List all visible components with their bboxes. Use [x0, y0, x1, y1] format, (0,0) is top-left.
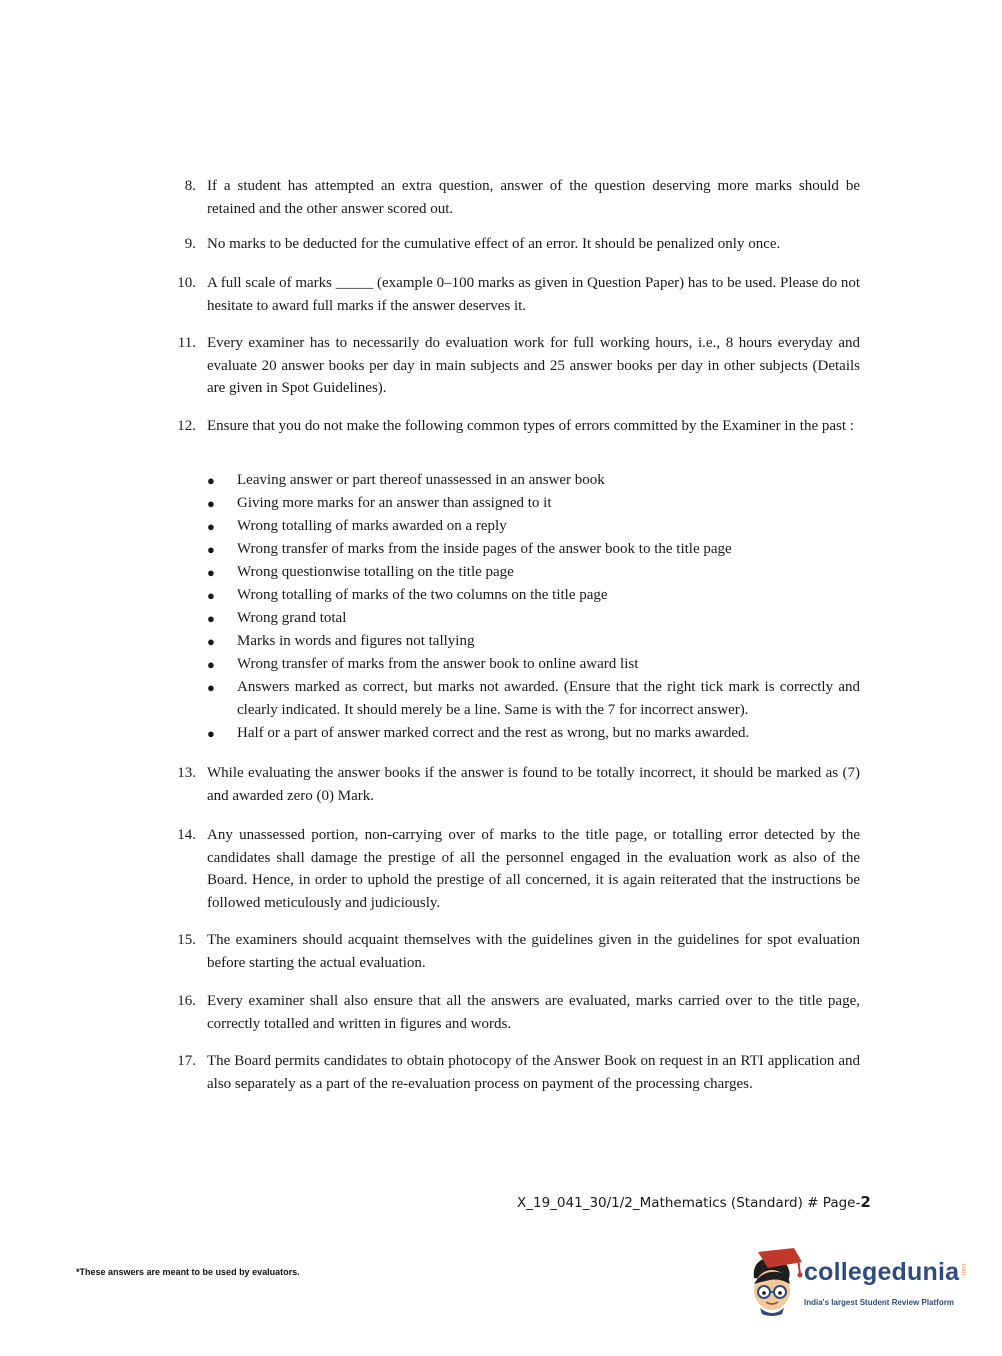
item-text: Any unassessed portion, non-carrying over of marks to the title page, or totalling error detected by the candidates shall damage the prestige of all the personnel engaged in the evaluation work as also of the Board. Hence, in order to uphold the prestige of all concerned, it is again reiterated that the instructions be followed meticulously and judiciously. [207, 827, 860, 911]
item-number: 13. [177, 765, 196, 781]
mascot-icon [742, 1248, 804, 1318]
error-types-list [207, 469, 860, 745]
list-item: ● Wrong questionwise totalling on the title page [207, 561, 860, 584]
bullet-icon: ● [207, 473, 215, 488]
item-number: 8. [184, 178, 196, 194]
list-item: ● Marks in words and figures not tallying [207, 630, 860, 653]
item-text: While evaluating the answer books if the answer is found to be totally incorrect, it should be marked as (7) and awarded zero (0) Mark. [207, 765, 860, 804]
bullet-icon: ● [207, 611, 215, 626]
logo-domain: .com [960, 1262, 966, 1276]
item-text: Every examiner has to necessarily do evaluation work for full working hours, i.e., 8 hours everyday and evaluate 20 answer books per day in main subjects and 25 answer books per day in other subjects (Details are given in Spot Guidelines). [207, 335, 860, 396]
item-text: If a student has attempted an extra question, answer of the question deserving more marks should be retained and the other answer scored out. [207, 178, 860, 217]
item-text: No marks to be deducted for the cumulative effect of an error. It should be penalized only once. [207, 236, 781, 252]
bullet-icon: ● [207, 726, 215, 741]
item-number: 12. [177, 418, 196, 434]
item-number: 9. [184, 236, 196, 252]
bullet-icon: ● [207, 657, 215, 672]
list-item: ● Wrong totalling of marks awarded on a reply [207, 515, 860, 538]
list-item: ● Leaving answer or part thereof unassessed in an answer book [207, 469, 860, 492]
paper-code: X_19_041_30/1/2_Mathematics (Standard) # Page- [517, 1195, 861, 1211]
bullet-icon: ● [207, 680, 215, 695]
list-item: ● Wrong transfer of marks from the inside pages of the answer book to the title page [207, 538, 860, 561]
page-number: 2 [860, 1193, 871, 1211]
list-item: ● Giving more marks for an answer than assigned to it [207, 492, 860, 515]
list-item: ● Answers marked as correct, but marks not awarded. (Ensure that the right tick mark is correctly and clearly indicated. It should merely be a line. Same is with the 7 for incorrect answer). [207, 676, 860, 722]
list-item: ● Half or a part of answer marked correct and the rest as wrong, but no marks awarded. [207, 722, 860, 745]
bullet-icon: ● [207, 519, 215, 534]
item-text: The Board permits candidates to obtain photocopy of the Answer Book on request in an RTI application and also separately as a part of the re-evaluation process on payment of the processing charges. [207, 1053, 860, 1092]
item-text: Ensure that you do not make the following common types of errors committed by the Examiner in the past : [207, 418, 854, 434]
item-number: 15. [177, 932, 196, 948]
list-item: ● Wrong transfer of marks from the answer book to online award list [207, 653, 860, 676]
item-number: 10. [177, 275, 196, 291]
bullet-icon: ● [207, 496, 215, 511]
bullet-icon: ● [207, 634, 215, 649]
collegedunia-logo [742, 1248, 970, 1318]
evaluator-note: *These answers are meant to be used by evaluators. [76, 1267, 300, 1277]
page-reference [517, 1193, 871, 1211]
item-number: 11. [177, 335, 196, 351]
bullet-icon: ● [207, 565, 215, 580]
item-text: Every examiner shall also ensure that all the answers are evaluated, marks carried over to the title page, correctly totalled and written in figures and words. [207, 993, 860, 1032]
list-item: ● Wrong grand total [207, 607, 860, 630]
list-item: ● Wrong totalling of marks of the two columns on the title page [207, 584, 860, 607]
bullet-icon: ● [207, 542, 215, 557]
item-number: 17. [177, 1053, 196, 1069]
item-text: A full scale of marks _____ (example 0–100 marks as given in Question Paper) has to be used. Please do not hesitate to award full marks if the answer deserves it. [207, 275, 860, 314]
bullet-icon: ● [207, 588, 215, 603]
item-number: 14. [177, 827, 196, 843]
logo-wordmark: collegedunia [804, 1258, 960, 1286]
logo-tagline: India's largest Student Review Platform [804, 1298, 954, 1307]
item-number: 16. [177, 993, 196, 1009]
item-text: The examiners should acquaint themselves with the guidelines given in the guidelines for spot evaluation before starting the actual evaluation. [207, 932, 860, 971]
